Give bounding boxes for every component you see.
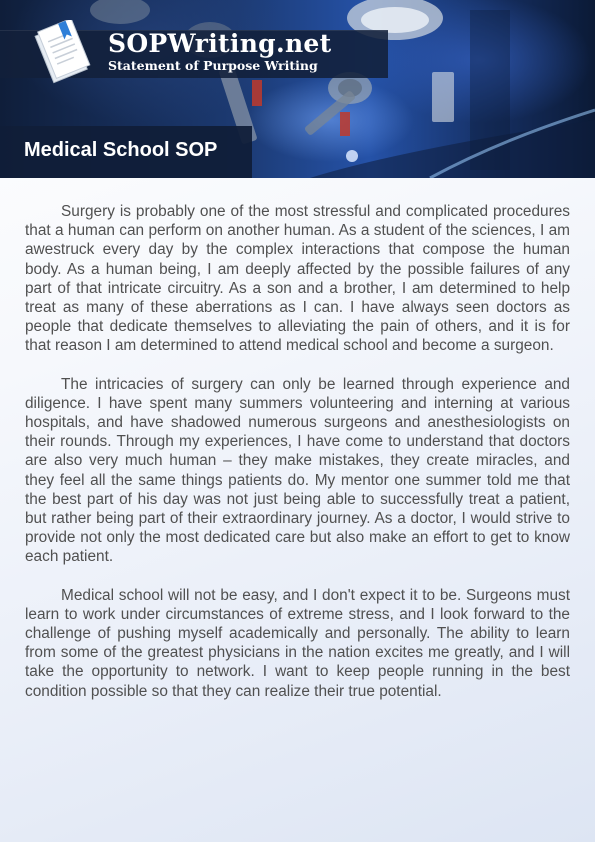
essay-paragraph-1: Surgery is probably one of the most stressful and complicated procedures that a human can perform on another human. As a student of the sciences, I am awestruck every day by the complex interactions that compose the human body. As a human being, I am deeply affected by the possible failures of any part of that intricate circuitry. As a son and a brother, I am determined to help treat as many of these aberrations as I can. I have always seen doctors as people that dedicate themselves to alleviating the pain of others, and it is for that reason I am determined to attend medical school and become a surgeon. [25, 203, 570, 355]
header-banner [0, 0, 595, 178]
site-logo-title: SOPWriting.net [108, 29, 332, 58]
essay-paragraph-3: Medical school will not be easy, and I don't expect it to be. Surgeons must learn to work under circumstances of extreme stress, and I look forward to the challenge of pushing myself academically and personally. The ability to learn from some of the greatest physicians in the nation excites me greatly, and I will take the opportunity to network. I want to keep people running in the best condition possible so that they can realize their true potential. [25, 586, 570, 700]
essay-paragraph-2: The intricacies of surgery can only be learned through experience and diligence. I have spent many summers volunteering and interning at various hospitals, and have shadowed numerous surgeons and anesthesiologists on their rounds. Through my experiences, I have come to understand that doctors are also very much human – they make mistakes, they create miracles, and they feel all the same things patients do. My mentor one summer told me that the best part of his day was not just being able to successfully treat a patient, but rather being part of their extraordinary journey. As a doctor, I would strive to provide not only the most dedicated care but also make an effort to get to know each patient. [25, 375, 570, 566]
page-title: Medical School SOP [24, 139, 218, 161]
essay-body [25, 202, 570, 720]
site-logo-subtitle: Statement of Purpose Writing [108, 58, 318, 73]
document-logo-icon [34, 20, 98, 86]
